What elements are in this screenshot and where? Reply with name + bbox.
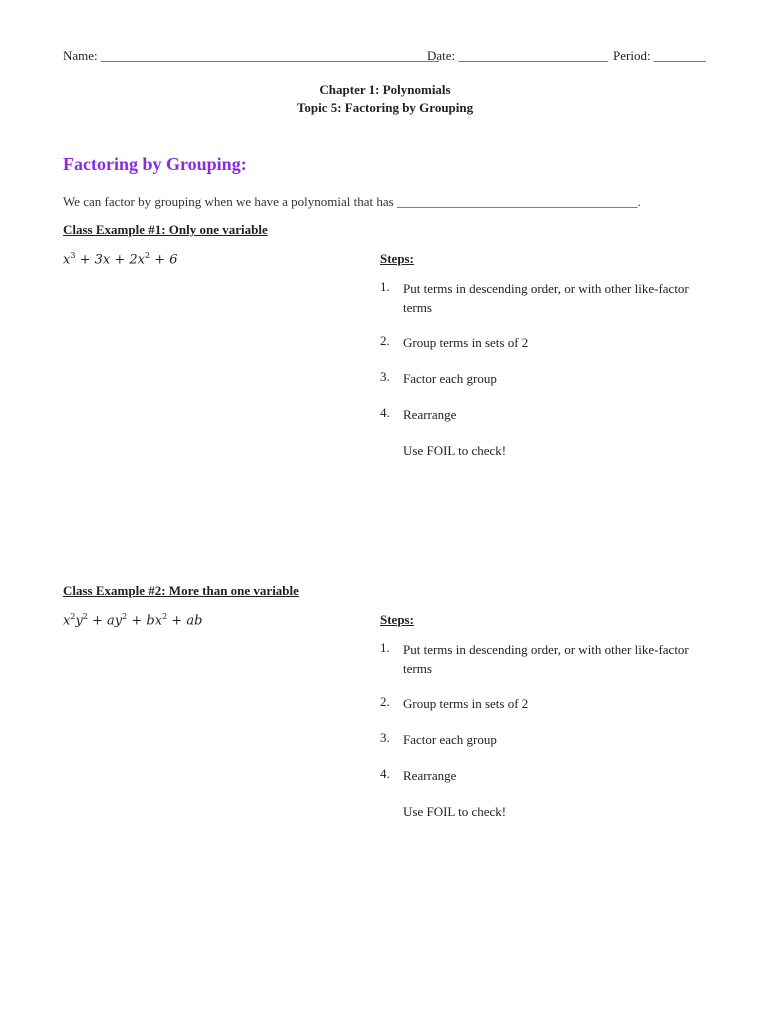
section-title: Factoring by Grouping: bbox=[63, 154, 247, 174]
topic-title: Topic 5: Factoring by Grouping bbox=[296, 100, 474, 115]
example2-expression: $x^2y^2 + ay^2 + bx^2$ + ab bbox=[63, 612, 203, 629]
example2-step-text: Factor each group bbox=[403, 732, 497, 747]
example1-step-text: Put terms in descending order, or with other like-factor terms bbox=[403, 281, 689, 315]
example2-step-number: 1. bbox=[380, 640, 390, 655]
example2-step-number: 3. bbox=[380, 730, 390, 745]
example2-step-text: Group terms in sets of 2 bbox=[403, 696, 529, 711]
period-field: Period: ________ bbox=[613, 48, 706, 63]
example1-step-number: 3. bbox=[380, 369, 390, 384]
example2-step-text: Rearrange bbox=[403, 768, 457, 783]
example2-steps-label: Steps: bbox=[380, 612, 414, 627]
date-field: Date: _______________________ bbox=[427, 48, 608, 63]
example1-title: Class Example #1: Only one variable bbox=[63, 222, 268, 237]
example1-step-text: Factor each group bbox=[403, 371, 497, 386]
example1-check-note: Use FOIL to check! bbox=[403, 443, 507, 458]
example1-step-number: 2. bbox=[380, 333, 390, 348]
example1-steps-label: Steps: bbox=[380, 251, 414, 266]
example1-step-number: 1. bbox=[380, 279, 390, 294]
example2-step-text: Put terms in descending order, or with other like-factor terms bbox=[403, 642, 689, 676]
example1-step-text: Rearrange bbox=[403, 407, 457, 422]
example1-step-text: Group terms in sets of 2 bbox=[403, 335, 529, 350]
example2-step-number: 2. bbox=[380, 694, 390, 709]
example1-expression: $x^3 + 3x + 2x^2 + 6$ bbox=[63, 251, 178, 268]
name-field: Name: ____________________________________________________ bbox=[63, 48, 439, 63]
example2-title: Class Example #2: More than one variable bbox=[63, 583, 299, 598]
chapter-title: Chapter 1: Polynomials bbox=[319, 82, 451, 97]
example2-step-number: 4. bbox=[380, 766, 390, 781]
example1-step-number: 4. bbox=[380, 405, 390, 420]
example2-check-note: Use FOIL to check! bbox=[403, 804, 507, 819]
intro-text: We can factor by grouping when we have a polynomial that has _____________________________________. bbox=[63, 194, 641, 209]
